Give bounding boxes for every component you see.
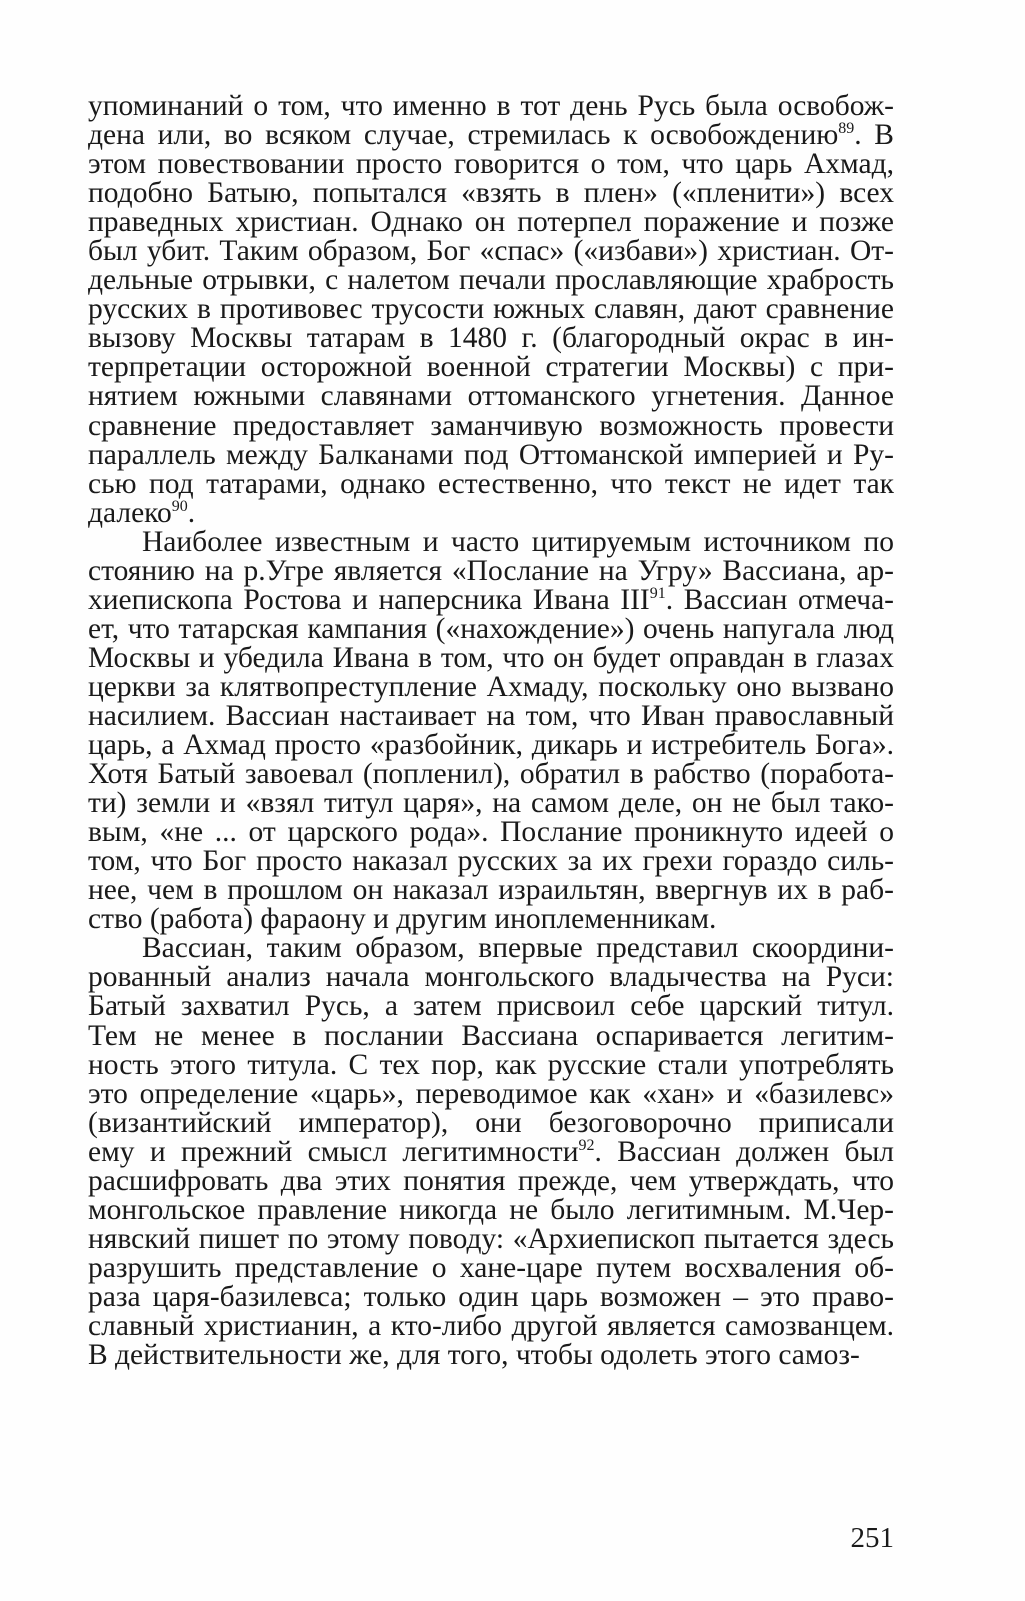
text-line	[88, 1106, 894, 1139]
line-text: дена или, во всяком случае, стремилась к освобождению	[88, 119, 839, 152]
line-text: русских в противовес трусости южных славян, дают сравнение	[88, 293, 894, 326]
line-text: ти) земли и «взял титул царя», на самом деле, он не был тако-	[88, 787, 894, 820]
line-text: сью под татарами, однако естественно, что текст не идет так	[88, 467, 894, 500]
text-line	[88, 121, 894, 150]
line-text: рованный анализ начала монгольского владычества на Руси:	[88, 961, 894, 994]
line-text: В действительности же, для того, чтобы одолеть этого самоз-	[88, 1339, 860, 1372]
line-text: Тем не менее в послании Вассиана оспаривается легитим-	[88, 1019, 894, 1052]
line-text: царь, а Ахмад просто «разбойник, дикарь и истребитель Бога».	[88, 729, 894, 762]
text-line	[88, 353, 894, 382]
text-line	[88, 1222, 894, 1255]
line-text: сравнение предоставляет заманчивую возможность провести	[88, 409, 894, 442]
line-text: раза царя-базилевса; только один царь возможен – это право-	[88, 1280, 894, 1313]
text-line	[88, 1341, 894, 1370]
text-line	[88, 382, 894, 411]
line-text: (византийский император), они безоговорочно приписали	[88, 1106, 894, 1139]
text-line	[88, 760, 894, 789]
line-text: нявский пишет по этому поводу: «Архиепископ пытается здесь	[88, 1222, 894, 1255]
text-line	[88, 934, 894, 963]
text-line	[88, 1019, 894, 1052]
line-text: ность этого титула. С тех пор, как русские стали употреблять	[88, 1048, 894, 1081]
text-line	[88, 554, 894, 587]
text-line	[88, 467, 894, 500]
line-text: славный христианин, а кто-либо другой является самозванцем.	[88, 1309, 894, 1342]
text-line	[88, 92, 894, 121]
line-text: Хотя Батый завоевал (попленил), обратил в рабство (поработа-	[88, 758, 894, 791]
page-number: 251	[850, 1522, 894, 1554]
line-text: этом повествовании просто говорится о том, что царь Ахмад,	[88, 148, 894, 181]
text-line	[88, 583, 894, 616]
text-line	[88, 818, 894, 847]
text-line	[88, 905, 894, 934]
text-line	[88, 150, 894, 179]
line-text: это определение «царь», переводимое как «хан» и «базилевс»	[88, 1077, 894, 1110]
text-line	[88, 409, 894, 442]
line-text-tail: . В	[854, 119, 894, 152]
line-text: церкви за клятвопреступление Ахмаду, поскольку оно вызвано	[88, 670, 894, 703]
line-text: ет, что татарская кампания («нахождение») очень напугала люд	[88, 612, 894, 645]
line-text: ство (работа) фараону и другим иноплеменникам.	[88, 903, 717, 936]
body-text	[88, 92, 894, 1370]
footnote-ref: 89	[838, 120, 855, 138]
text-line	[88, 699, 894, 732]
text-line	[88, 1193, 894, 1226]
text-line	[88, 1077, 894, 1110]
line-text: монгольское правление никогда не было легитимным. М.Чер-	[88, 1193, 894, 1226]
line-text: параллель между Балканами под Оттоманской империей и Ру-	[88, 438, 894, 471]
line-text: нее, чем в прошлом он наказал израильтян, ввергнув их в раб-	[88, 874, 894, 907]
footnote-ref: 90	[171, 497, 188, 515]
line-text: далеко	[88, 496, 172, 529]
text-line	[88, 1048, 894, 1081]
text-line	[88, 295, 894, 324]
line-text: праведных христиан. Однако он потерпел поражение и позже	[88, 206, 894, 239]
line-text: был убит. Таким образом, Бог «спас» («избави») христиан. От-	[88, 235, 894, 268]
line-text: дельные отрывки, с налетом печали прославляющие храбрость	[88, 264, 894, 297]
line-text: хиепископа Ростова и наперсника Ивана III	[88, 583, 650, 616]
text-line	[88, 992, 894, 1021]
line-text: Наиболее известным и часто цитируемым источником по	[142, 525, 894, 558]
text-line	[88, 266, 894, 295]
text-line	[88, 438, 894, 471]
line-text: ему и прежний смысл легитимности	[88, 1135, 579, 1168]
footnote-ref: 92	[578, 1136, 595, 1154]
line-text: Батый захватил Русь, а затем присвоил себе царский титул.	[88, 990, 894, 1023]
text-line	[88, 641, 894, 674]
line-text: вым, «не ... от царского рода». Послание проникнуто идеей о	[88, 816, 894, 849]
text-line	[88, 1164, 894, 1197]
text-line	[88, 237, 894, 266]
text-line	[88, 1135, 894, 1168]
line-text: расшифровать два этих понятия прежде, чем утверждать, что	[88, 1164, 894, 1197]
line-text: упоминаний о том, что именно в тот день Русь была освобож-	[88, 90, 894, 122]
text-line	[88, 525, 894, 558]
text-line	[88, 208, 894, 237]
text-line	[88, 847, 894, 876]
text-line	[88, 324, 894, 353]
line-text: терпретации осторожной военной стратегии Москвы) с при-	[88, 351, 894, 384]
text-line	[88, 731, 894, 760]
line-text: Вассиан, таким образом, впервые представил скоордини-	[142, 932, 894, 965]
text-line	[88, 1280, 894, 1313]
text-line	[88, 496, 894, 529]
line-text: подобно Батыю, попытался «взять в плен» («пленити») всех	[88, 177, 894, 210]
line-text-tail: . Вассиан отмеча-	[665, 583, 894, 616]
text-line	[88, 670, 894, 703]
text-line	[88, 789, 894, 818]
line-text: вызову Москвы татарам в 1480 г. (благородный окрас в ин-	[88, 322, 894, 355]
text-line	[88, 963, 894, 992]
line-text: том, что Бог просто наказал русских за их грехи гораздо силь-	[88, 845, 894, 878]
line-text: нятием южными славянами оттоманского угнетения. Данное	[88, 380, 894, 413]
text-line	[88, 1251, 894, 1284]
text-line	[88, 876, 894, 905]
text-line	[88, 179, 894, 208]
line-text: Москвы и убедила Ивана в том, что он будет оправдан в глазах	[88, 641, 894, 674]
line-text: разрушить представление о хане-царе путем восхваления об-	[88, 1251, 894, 1284]
line-text-tail: .	[187, 496, 196, 529]
line-text-tail: . Вассиан должен был	[594, 1135, 894, 1168]
text-line	[88, 612, 894, 645]
text-line	[88, 1309, 894, 1342]
line-text: насилием. Вассиан настаивает на том, что Иван православный	[88, 699, 894, 732]
line-text: стоянию на р.Угре является «Послание на Угру» Вассиана, ар-	[88, 554, 894, 587]
footnote-ref: 91	[649, 584, 666, 602]
